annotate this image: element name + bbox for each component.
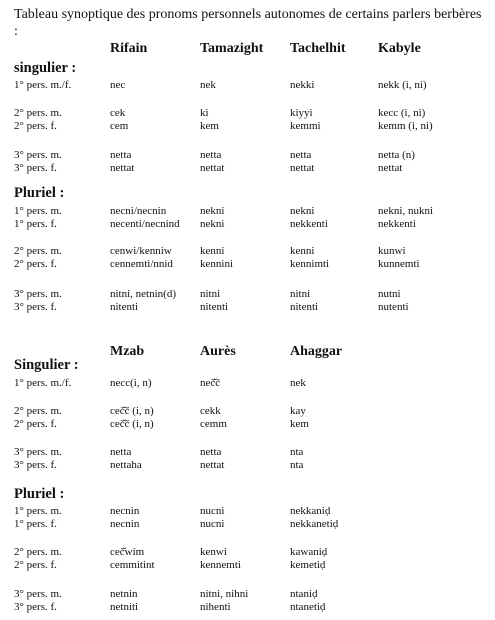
pronoun-cell: nitni [290, 288, 311, 300]
pronoun-cell: netta [200, 446, 222, 458]
pronoun-cell: necenti/necnind [110, 218, 180, 230]
pronoun-cell: ceč̌č (i, n) [110, 418, 154, 430]
pronoun-cell: netniti [110, 601, 139, 613]
pronoun-cell: nitenti [290, 301, 319, 313]
person-label: 3° pers. f. [14, 301, 57, 313]
pronoun-cell: nta [290, 459, 304, 471]
document-title: Tableau synoptique des pronoms personnels autonomes de certains parlers berbères : [14, 7, 482, 39]
person-label: 3° pers. m. [14, 149, 62, 161]
person-label: 3° pers. m. [14, 446, 62, 458]
pronoun-cell: nettat [200, 459, 225, 471]
pronoun-cell: nta [290, 446, 304, 458]
pronoun-cell: nekkaniḍ [290, 505, 331, 517]
pronoun-cell: ceč̌č (i, n) [110, 405, 154, 417]
column-header: Tamazight [200, 41, 264, 56]
person-label: 2° pers. m. [14, 107, 62, 119]
pronoun-cell: cennemti/nnid [110, 258, 173, 270]
pronoun-cell: netta [200, 149, 222, 161]
pronoun-cell: cekk [200, 405, 221, 417]
column-header: Aurès [200, 344, 236, 359]
pronoun-cell: nettaha [110, 459, 142, 471]
pronoun-cell: neč̌č [200, 377, 221, 389]
pronoun-cell: kiyyi [290, 107, 313, 119]
pronoun-cell: nutni [378, 288, 401, 300]
person-label: 3° pers. f. [14, 162, 57, 174]
column-header: Ahaggar [290, 344, 343, 359]
pronoun-cell: necnin [110, 518, 140, 530]
pronoun-cell: kawaniḍ [290, 546, 328, 558]
pronoun-cell: ki [200, 107, 209, 119]
pronoun-cell: necnin [110, 505, 140, 517]
pronoun-cell: netta [290, 149, 312, 161]
pronoun-cell: kenni [290, 245, 315, 257]
pronoun-cell: nettat [110, 162, 135, 174]
pronoun-cell: netta (n) [378, 149, 415, 161]
pronoun-cell: nitenti [110, 301, 139, 313]
pronoun-cell: nettat [200, 162, 225, 174]
pronoun-cell: nekkenti [378, 218, 416, 230]
person-label: 2° pers. f. [14, 120, 57, 132]
pronoun-cell: nekkenti [290, 218, 328, 230]
pronoun-cell: nekni [290, 205, 315, 217]
pronoun-cell: cem [110, 120, 129, 132]
pronoun-cell: nekni [200, 218, 225, 230]
person-label: 2° pers. f. [14, 559, 57, 571]
pronoun-cell: nekni, nukni [378, 205, 433, 217]
pronoun-cell: nek [200, 79, 216, 91]
pronoun-cell: nettat [290, 162, 315, 174]
person-label: 1° pers. f. [14, 218, 57, 230]
pronoun-cell: kecc (i, ni) [378, 107, 426, 119]
pronoun-cell: nekni [200, 205, 225, 217]
pronoun-cell: kay [290, 405, 306, 417]
pronoun-cell: kem [290, 418, 309, 430]
pronoun-cell: kem [200, 120, 219, 132]
pronoun-cell: nekk (i, ni) [378, 79, 427, 91]
pronoun-cell: nekki [290, 79, 315, 91]
pronoun-cell: necc(i, n) [110, 377, 152, 389]
pronoun-cell: kemmi [290, 120, 321, 132]
pronoun-cell: kunwi [378, 245, 406, 257]
person-label: 2° pers. m. [14, 405, 62, 417]
pronoun-cell: cenwi/kenniw [110, 245, 172, 257]
pronoun-cell: kunnemti [378, 258, 420, 270]
pronoun-cell: kennini [200, 258, 233, 270]
pronoun-cell: ntanetiḍ [290, 601, 326, 613]
pronoun-cell: netta [110, 446, 132, 458]
pronoun-cell: kenni [200, 245, 225, 257]
column-header: Kabyle [378, 41, 421, 56]
pronoun-cell: nucni [200, 505, 225, 517]
pronoun-cell: nettat [378, 162, 403, 174]
pronoun-cell: cek [110, 107, 126, 119]
pronoun-cell: netnin [110, 588, 138, 600]
column-header: Tachelhit [290, 41, 346, 56]
column-header: Rifain [110, 41, 148, 56]
person-label: 1° pers. f. [14, 518, 57, 530]
person-label: 2° pers. m. [14, 245, 62, 257]
pronoun-cell: nekkanetiḍ [290, 518, 339, 530]
pronoun-cell: kennemti [200, 559, 241, 571]
pronoun-cell: ntaniḍ [290, 588, 318, 600]
pronoun-cell: cemmitint [110, 559, 155, 571]
pronoun-cell: nitenti [200, 301, 229, 313]
pronoun-cell: ceč̌wim [110, 546, 145, 558]
column-header: Mzab [110, 344, 145, 359]
section-label: singulier : [14, 60, 77, 76]
person-label: 1° pers. m. [14, 205, 62, 217]
pronoun-cell: nec [110, 79, 126, 91]
pronoun-cell: netta [110, 149, 132, 161]
person-label: 1° pers. m./f. [14, 377, 72, 389]
pronoun-cell: kemm (i, ni) [378, 120, 433, 132]
pronoun-cell: nihenti [200, 601, 231, 613]
person-label: 1° pers. m. [14, 505, 62, 517]
person-label: 3° pers. m. [14, 588, 62, 600]
pronoun-cell: cemm [200, 418, 227, 430]
person-label: 3° pers. m. [14, 288, 62, 300]
pronoun-cell: nucni [200, 518, 225, 530]
section-label: Singulier : [14, 357, 79, 373]
person-label: 2° pers. m. [14, 546, 62, 558]
pronoun-cell: nitni, nihni [200, 588, 249, 600]
pronoun-cell: kennimti [290, 258, 330, 270]
section-label: Pluriel : [14, 185, 65, 201]
person-label: 1° pers. m./f. [14, 79, 72, 91]
pronoun-cell: nitni [200, 288, 221, 300]
pronoun-cell: necni/necnin [110, 205, 167, 217]
person-label: 2° pers. f. [14, 258, 57, 270]
pronoun-cell: nek [290, 377, 306, 389]
person-label: 3° pers. f. [14, 601, 57, 613]
pronoun-cell: kenwi [200, 546, 227, 558]
pronoun-cell: nitni, netnin(d) [110, 288, 176, 300]
pronoun-cell: kemetiḍ [290, 559, 326, 571]
person-label: 2° pers. f. [14, 418, 57, 430]
person-label: 3° pers. f. [14, 459, 57, 471]
section-label: Pluriel : [14, 486, 65, 502]
pronoun-cell: nutenti [378, 301, 409, 313]
